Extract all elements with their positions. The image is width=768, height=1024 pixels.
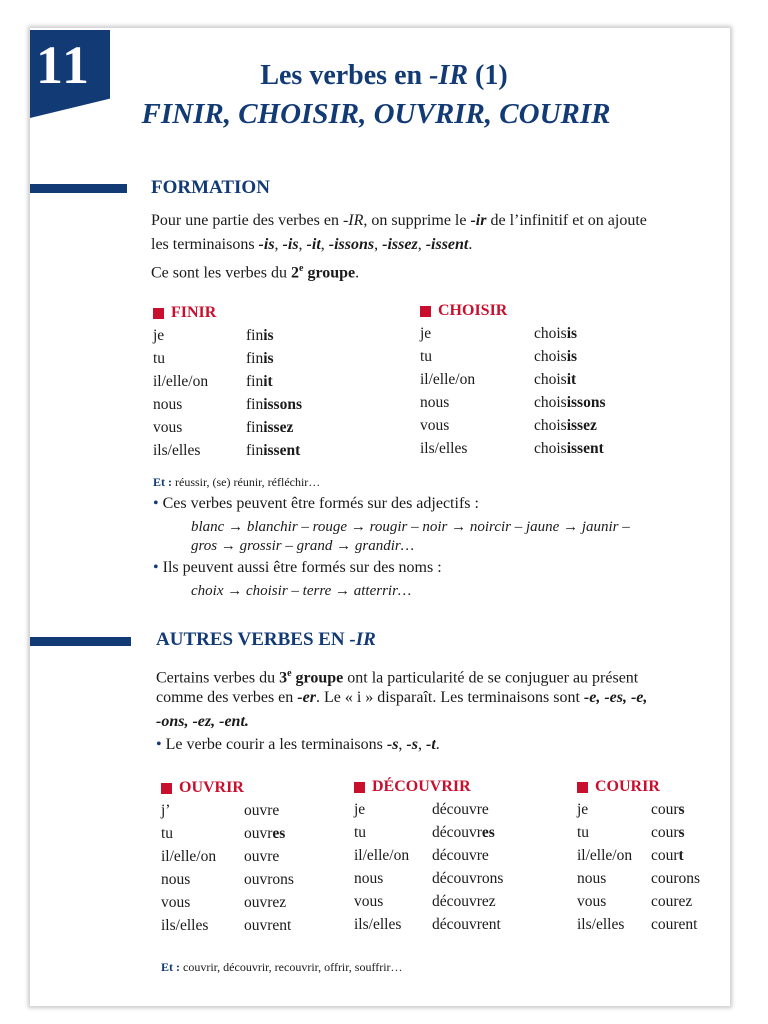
conj-row: vous découvr ez (354, 893, 496, 910)
et-note-1: Et : réussir, (se) réunir, réfléchir… (153, 475, 321, 489)
autres-line-3: -ons, -ez, -ent. (156, 713, 249, 730)
page-subtitle: FINIR, CHOISIR, OUVRIR, COURIR (141, 98, 611, 130)
conj-row: ils/elles découvr ent (354, 916, 501, 933)
conj-row: ils/elles fin issent (153, 442, 301, 459)
autres-line-2: comme des verbes en -er. Le « i » disparaît. Les terminaisons sont -e, -es, -e, (156, 689, 648, 706)
conj-row: nous chois issons (420, 394, 606, 411)
conj-row: il/elle/on fin it (153, 373, 273, 390)
conj-table-ouvrir (161, 802, 294, 940)
red-square-icon (161, 783, 172, 794)
conj-row: nous fin issons (153, 396, 302, 413)
conj-title-decouvrir: DÉCOUVRIR (354, 778, 471, 796)
autres-line-1: Certains verbes du 3e groupe ont la particularité de se conjuguer au présent (156, 668, 639, 687)
conj-row: vous ouvr ez (161, 894, 287, 911)
conj-row: il/elle/on cour t (577, 847, 684, 864)
formation-line-2: les terminaisons -is, -is, -it, -issons, -issez, -issent. (151, 236, 473, 253)
conj-table-finir (153, 327, 302, 465)
et-note-2: Et : couvrir, découvrir, recouvrir, offrir, souffrir… (161, 960, 403, 974)
conj-row: vous fin issez (153, 419, 294, 436)
conj-row: vous chois issez (420, 417, 597, 434)
conj-row: ils/elles ouvr ent (161, 917, 292, 934)
bullet-courir: • Le verbe courir a les terminaisons -s, -s, -t. (156, 736, 440, 753)
conj-title-courir: COURIR (577, 778, 660, 796)
section-heading-autres: AUTRES VERBES EN -IR (156, 629, 376, 650)
conj-title-finir: FINIR (153, 304, 216, 322)
conj-row: nous cour ons (577, 870, 701, 887)
example-adjectifs: blanc → blanchir – rouge → rougir – noir → noircir – jaune → jaunir – gros → grossir – grand → grandir… (191, 519, 630, 554)
conj-row: tu fin is (153, 350, 274, 367)
section-bar-autres (30, 637, 131, 646)
conj-row: tu chois is (420, 348, 578, 365)
conj-row: tu ouvr es (161, 825, 286, 842)
conj-row: nous ouvr ons (161, 871, 294, 888)
conj-title-ouvrir: OUVRIR (161, 779, 244, 797)
conj-row: j’ ouvr e (161, 802, 280, 819)
section-bar-formation (30, 184, 127, 193)
conj-row: il/elle/on chois it (420, 371, 577, 388)
conj-row: je découvr e (354, 801, 489, 818)
section-heading-formation: FORMATION (151, 177, 270, 198)
conj-row: ils/elles cour ent (577, 916, 698, 933)
conj-table-courir (577, 801, 700, 939)
formation-line-3: Ce sont les verbes du 2e groupe. (151, 263, 360, 282)
bullet-adjectifs: • Ces verbes peuvent être formés sur des adjectifs : (153, 495, 479, 512)
red-square-icon (577, 782, 588, 793)
page-title: Les verbes en -IR (1) (260, 60, 508, 91)
chapter-number: 11 (36, 35, 92, 95)
conj-row: je cour s (577, 801, 685, 818)
conj-row: tu cour s (577, 824, 685, 841)
conj-row: je fin is (153, 327, 274, 344)
formation-line-1: Pour une partie des verbes en -IR, on supprime le -ir de l’infinitif et on ajoute (151, 212, 647, 229)
conj-row: tu découvr es (354, 824, 495, 841)
conj-table-decouvrir (354, 801, 503, 939)
conj-row: il/elle/on ouvr e (161, 848, 280, 865)
conj-row: vous cour ez (577, 893, 693, 910)
conj-row: il/elle/on découvr e (354, 847, 489, 864)
bullet-noms: • Ils peuvent aussi être formés sur des noms : (153, 559, 442, 576)
red-square-icon (354, 782, 365, 793)
conj-table-choisir (420, 325, 606, 463)
red-square-icon (420, 306, 431, 317)
example-noms: choix → choisir – terre → atterrir… (191, 583, 412, 599)
conj-row: nous découvr ons (354, 870, 504, 887)
conj-row: je chois is (420, 325, 578, 342)
conj-row: ils/elles chois issent (420, 440, 604, 457)
conj-title-choisir: CHOISIR (420, 302, 507, 320)
red-square-icon (153, 308, 164, 319)
